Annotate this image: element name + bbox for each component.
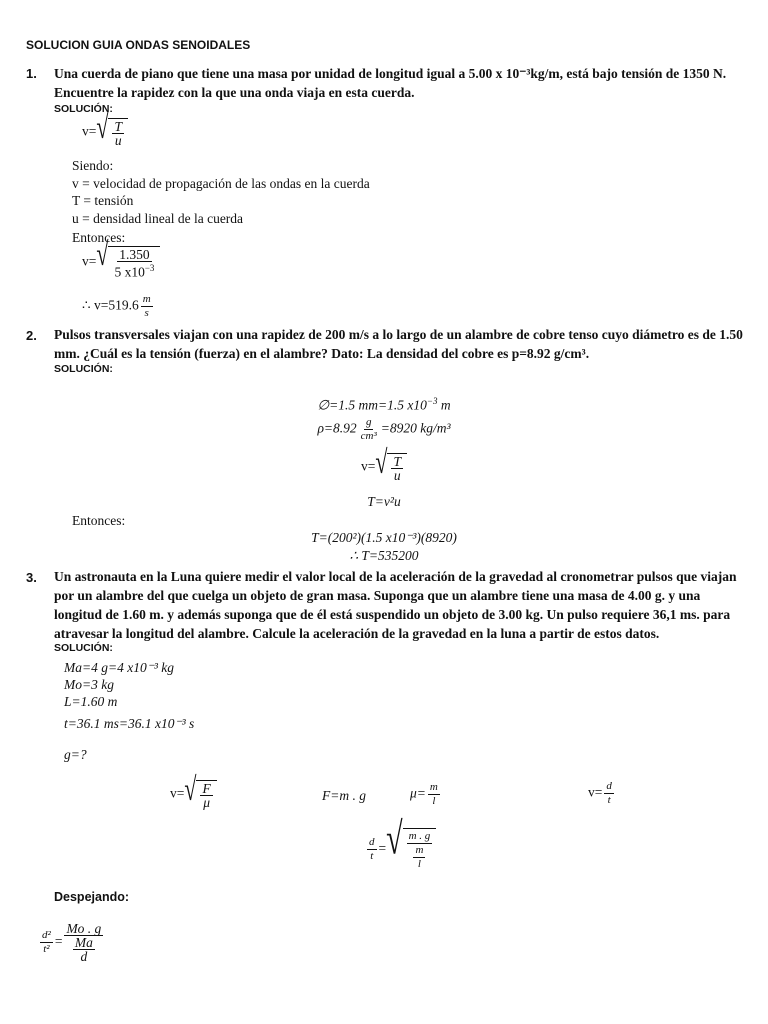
q3-formula-vdt: v= $\frac{d}{t}$ — [588, 780, 612, 806]
q1-entonces: Entonces: — [72, 230, 126, 245]
q3-t: t=36.1 ms=36.1 x10⁻³ s — [64, 716, 195, 731]
q1-sub-den-exp: −3 — [144, 263, 155, 273]
q1-sub-den: 5 x10 — [114, 264, 145, 280]
q3-l: L=1.60 m — [64, 694, 118, 709]
q2-result: ∴ T=535200 — [349, 548, 419, 563]
q1-unit-num: m — [142, 293, 151, 305]
q1-formula-v: v= √ $\frac{T}{u}$ — [82, 118, 128, 147]
q1-siendo: Siendo: — [72, 158, 114, 173]
q1-result — [82, 293, 155, 320]
q1-substitution: v= √ $\frac{1.350}{5 x10^{-3}}$ — [82, 246, 160, 279]
q2-diameter: ∅=1.5 mm=1.5 $x10^{-3}$ m — [317, 396, 451, 413]
q1-text: Una cuerda de piano que tiene una masa por unidad de longitud igual a 5.00 x 10⁻³kg/m, está bajo tensión de 1350 N. Encuentre la rapidez con la que una onda viaja en esta cuerda. — [54, 66, 727, 100]
q1-solucion-label: SOLUCIÓN: — [54, 103, 113, 115]
q1-sub-num: 1.350 — [119, 247, 150, 262]
q2-text: Pulsos transversales viajan con una rapidez de 200 m/s a lo largo de un alambre de cobre tenso cuyo diámetro es de 1.50 mm. ¿Cuál es la tensión (fuerza) en el alambre? Dato: La densidad del cobre es p=8.92 g/cm³. — [54, 327, 743, 361]
q2-solucion-label: SOLUCIÓN: — [54, 363, 113, 375]
q1-def-t: T = tensión — [72, 193, 134, 208]
q3-formula-f: F=m . g — [322, 788, 366, 803]
q2-density: ρ=8.92 $\frac{g}{\text{cm³}}$ =8920 kg/m³ — [317, 416, 451, 442]
q3-combined-eq: $\frac{d}{t}$ = √ $\frac{m . g}{\frac{m}{l}}$ — [365, 828, 436, 871]
q3-solucion-label: SOLUCIÓN: — [54, 642, 113, 654]
q1-def-v: v = velocidad de propagación de las ondas en la cuerda — [72, 176, 370, 191]
q3-formula-mu: μ= $\frac{m}{l}$ — [410, 781, 438, 807]
q3-despejando: Despejando: — [54, 890, 130, 904]
q2-entonces: Entonces: — [72, 513, 126, 528]
q1-number: 1. — [26, 66, 37, 81]
q2-eq-t: T=v²u — [367, 494, 401, 509]
q3-number: 3. — [26, 570, 37, 585]
q2-calc: T=(200²)(1.5 x10⁻³)(8920) — [311, 530, 457, 545]
q3-ma: Ma=4 g=4 x10⁻³ kg — [64, 660, 174, 675]
q3-g: g=? — [64, 747, 87, 762]
q1-def-u: u = densidad lineal de la cuerda — [72, 211, 244, 226]
q1-unit-den: s — [144, 307, 149, 319]
q3-final-eq: $\frac{\text{d²}}{\text{t²}}$ = $\frac{Mo . g}{\frac{Ma}{d}}$ — [42, 921, 102, 964]
q2-formula-v: v= √ $\frac{T}{u}$ — [0, 453, 768, 482]
page-title: SOLUCION GUIA ONDAS SENOIDALES — [26, 38, 251, 52]
q3-formula-v: v= √ $\frac{F}{\mu}$ — [170, 780, 217, 809]
q2-number: 2. — [26, 328, 37, 343]
q3-text: Un astronauta en la Luna quiere medir el valor local de la aceleración de la gravedad al cronometrar pulsos que viajan por un alambre del que cuelga un objeto de gran masa. Suponga que un alambre tiene una masa de 4.00 g. y una longitud de 1.60 m. y además suponga que de él está suspendido un objeto de 3.00 kg. Un pulso requiere 36,1 ms. para atravesar la longitud del alambre. Calcule la aceleración de la gravedad en la luna a partir de estos datos. — [54, 569, 737, 641]
q1-result-text: ∴ v=519.6 — [82, 297, 139, 313]
q3-mo: Mo=3 kg — [64, 677, 114, 692]
